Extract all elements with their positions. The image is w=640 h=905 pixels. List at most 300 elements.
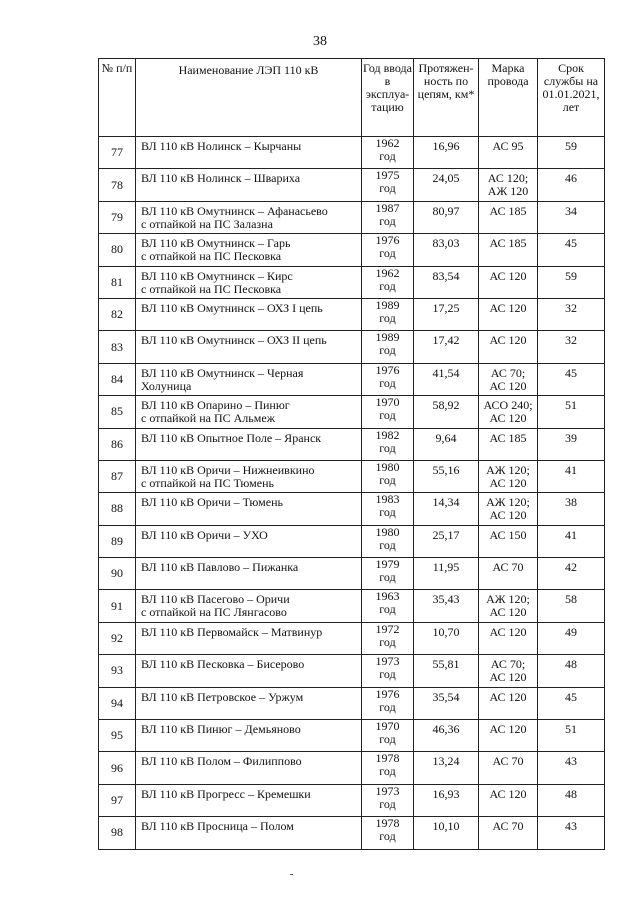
row-number-text: 98 bbox=[111, 825, 123, 840]
commission-year-text: 1982 год bbox=[375, 427, 400, 455]
wire-grade bbox=[479, 137, 538, 169]
service-life-text: 51 bbox=[565, 398, 577, 413]
wire-grade-text: АЖ 120; bbox=[486, 592, 530, 607]
service-life-text: 49 bbox=[565, 624, 577, 639]
row-number bbox=[99, 331, 136, 363]
line-name-text: ВЛ 110 кВ Оричи – Нижнеивкино bbox=[141, 462, 315, 477]
line-name-text: ВЛ 110 кВ Первомайск – Матвинур bbox=[141, 624, 323, 639]
header-wire: Марка провода bbox=[479, 59, 538, 137]
row-number bbox=[99, 460, 136, 492]
service-life-text: 45 bbox=[565, 365, 577, 380]
line-length bbox=[414, 622, 479, 654]
service-life-text: 43 bbox=[565, 819, 577, 834]
line-name bbox=[136, 817, 362, 849]
row-number-text: 83 bbox=[111, 339, 123, 354]
row-number bbox=[99, 817, 136, 849]
line-name bbox=[136, 784, 362, 816]
line-name-line2: Холуница bbox=[141, 378, 192, 393]
line-length bbox=[414, 590, 479, 622]
line-name-text: ВЛ 110 кВ Опарино – Пинюг bbox=[141, 398, 290, 413]
line-length bbox=[414, 817, 479, 849]
wire-grade-text: АС 185 bbox=[489, 430, 527, 445]
line-length bbox=[414, 558, 479, 590]
table-row bbox=[99, 525, 605, 557]
line-name bbox=[136, 169, 362, 201]
commission-year-text: 1970 год bbox=[375, 395, 400, 423]
commission-year bbox=[362, 428, 414, 460]
wire-grade bbox=[479, 720, 538, 752]
line-name bbox=[136, 460, 362, 492]
wire-grade-text: АС 150 bbox=[489, 527, 527, 542]
wire-grade-text: АС 120 bbox=[489, 268, 527, 283]
commission-year bbox=[362, 622, 414, 654]
row-number-text: 96 bbox=[111, 760, 123, 775]
line-length-text: 11,95 bbox=[432, 560, 460, 575]
line-name-line2: с отпайкой на ПС Тюмень bbox=[141, 475, 274, 490]
row-number-text: 77 bbox=[111, 145, 123, 160]
table-row bbox=[99, 266, 605, 298]
wire-grade bbox=[479, 687, 538, 719]
header-service: Срок службы на 01.01.2021, лет bbox=[538, 59, 605, 137]
row-number-text: 85 bbox=[111, 404, 123, 419]
service-life-text: 48 bbox=[565, 657, 577, 672]
line-name-text: ВЛ 110 кВ Полом – Филиппово bbox=[141, 754, 302, 769]
commission-year-text: 1972 год bbox=[375, 621, 400, 649]
row-number bbox=[99, 525, 136, 557]
line-length bbox=[414, 428, 479, 460]
line-length bbox=[414, 687, 479, 719]
service-life bbox=[538, 428, 605, 460]
line-name bbox=[136, 331, 362, 363]
commission-year bbox=[362, 298, 414, 330]
table-row bbox=[99, 558, 605, 590]
wire-grade bbox=[479, 655, 538, 687]
table-row bbox=[99, 687, 605, 719]
commission-year-text: 1989 год bbox=[375, 330, 400, 358]
table-row bbox=[99, 622, 605, 654]
table-row bbox=[99, 137, 605, 169]
commission-year-text: 1987 год bbox=[375, 200, 400, 228]
commission-year bbox=[362, 201, 414, 233]
line-name-text: ВЛ 110 кВ Просница – Полом bbox=[141, 819, 294, 834]
line-name bbox=[136, 201, 362, 233]
line-length-text: 9,64 bbox=[435, 430, 457, 445]
service-life bbox=[538, 590, 605, 622]
commission-year-text: 1973 год bbox=[375, 783, 400, 811]
row-number bbox=[99, 137, 136, 169]
wire-grade bbox=[479, 396, 538, 428]
line-name bbox=[136, 363, 362, 395]
service-life-text: 43 bbox=[565, 754, 577, 769]
commission-year-text: 1978 год bbox=[375, 816, 400, 844]
line-name-text: ВЛ 110 кВ Омутнинск – Гарь bbox=[141, 236, 291, 251]
line-name bbox=[136, 493, 362, 525]
wire-grade bbox=[479, 558, 538, 590]
commission-year-text: 1976 год bbox=[375, 233, 400, 261]
line-name bbox=[136, 525, 362, 557]
commission-year-text: 1980 год bbox=[375, 459, 400, 487]
service-life-text: 58 bbox=[565, 592, 577, 607]
line-name-text: ВЛ 110 кВ Омутнинск – Кирс bbox=[141, 268, 293, 283]
row-number bbox=[99, 752, 136, 784]
row-number bbox=[99, 396, 136, 428]
wire-grade-text: АС 70; bbox=[490, 657, 526, 672]
row-number bbox=[99, 298, 136, 330]
line-length-text: 55,16 bbox=[432, 462, 460, 477]
wire-grade-text: АС 120; bbox=[487, 171, 529, 186]
line-name-text: ВЛ 110 кВ Петровское – Уржум bbox=[141, 689, 304, 704]
wire-grade-text: АС 120 bbox=[489, 786, 527, 801]
line-length bbox=[414, 493, 479, 525]
scan-dot bbox=[290, 874, 293, 875]
service-life bbox=[538, 298, 605, 330]
commission-year-text: 1978 год bbox=[375, 751, 400, 779]
wire-grade-text: АС 70; bbox=[490, 365, 526, 380]
commission-year-text: 1975 год bbox=[375, 168, 400, 196]
row-number-text: 92 bbox=[111, 631, 123, 646]
line-name bbox=[136, 622, 362, 654]
page-number: 38 bbox=[313, 34, 327, 49]
line-name-text: ВЛ 110 кВ Оричи – УХО bbox=[141, 527, 268, 542]
line-length bbox=[414, 266, 479, 298]
service-life bbox=[538, 234, 605, 266]
table-row bbox=[99, 331, 605, 363]
wire-grade-text: АС 70 bbox=[492, 560, 524, 575]
service-life bbox=[538, 201, 605, 233]
row-number-text: 80 bbox=[111, 242, 123, 257]
wire-grade-text: АС 185 bbox=[489, 236, 527, 251]
line-length-text: 80,97 bbox=[432, 203, 460, 218]
wire-grade-line2: АС 120 bbox=[489, 605, 527, 620]
table-row bbox=[99, 396, 605, 428]
row-number bbox=[99, 622, 136, 654]
row-number-text: 97 bbox=[111, 793, 123, 807]
wire-grade-text: АС 120 bbox=[489, 722, 527, 737]
commission-year bbox=[362, 655, 414, 687]
line-length bbox=[414, 331, 479, 363]
commission-year bbox=[362, 234, 414, 266]
line-length bbox=[414, 298, 479, 330]
line-length-text: 58,92 bbox=[432, 398, 460, 413]
commission-year bbox=[362, 784, 414, 816]
line-name-text: ВЛ 110 кВ Пасегово – Оричи bbox=[141, 592, 290, 607]
row-number-text: 78 bbox=[111, 177, 123, 192]
service-life-text: 59 bbox=[565, 268, 577, 283]
row-number-text: 82 bbox=[111, 307, 123, 322]
row-number-text: 94 bbox=[111, 695, 123, 710]
row-number-text: 91 bbox=[111, 598, 123, 613]
line-name bbox=[136, 234, 362, 266]
commission-year bbox=[362, 493, 414, 525]
table-body bbox=[99, 137, 605, 850]
commission-year bbox=[362, 687, 414, 719]
table-row bbox=[99, 817, 605, 849]
commission-year-text: 1962 год bbox=[375, 136, 400, 163]
table-row bbox=[99, 493, 605, 525]
service-life-text: 48 bbox=[565, 786, 577, 801]
service-life-text: 32 bbox=[565, 333, 577, 348]
commission-year bbox=[362, 396, 414, 428]
row-number-text: 88 bbox=[111, 501, 123, 516]
row-number-text: 87 bbox=[111, 469, 123, 484]
row-number bbox=[99, 363, 136, 395]
row-number-text: 81 bbox=[111, 274, 123, 289]
row-number bbox=[99, 687, 136, 719]
service-life bbox=[538, 460, 605, 492]
line-name bbox=[136, 558, 362, 590]
wire-grade-text: АС 95 bbox=[492, 139, 524, 153]
line-length bbox=[414, 720, 479, 752]
row-number-text: 84 bbox=[111, 371, 123, 386]
line-name-line2: с отпайкой на ПС Залазна bbox=[141, 216, 273, 231]
wire-grade-text: АС 70 bbox=[492, 754, 524, 769]
commission-year-text: 1973 год bbox=[375, 654, 400, 682]
wire-grade bbox=[479, 590, 538, 622]
commission-year bbox=[362, 137, 414, 169]
wire-grade bbox=[479, 525, 538, 557]
line-name-text: ВЛ 110 кВ Омутнинск – ОХЗ II цепь bbox=[141, 333, 327, 348]
line-length bbox=[414, 169, 479, 201]
wire-grade-text: АС 120 bbox=[489, 333, 527, 348]
line-name-line2: с отпайкой на ПС Альмеж bbox=[141, 411, 275, 426]
commission-year bbox=[362, 817, 414, 849]
row-number bbox=[99, 234, 136, 266]
table-row bbox=[99, 428, 605, 460]
wire-grade bbox=[479, 234, 538, 266]
commission-year-text: 1989 год bbox=[375, 297, 400, 325]
commission-year bbox=[362, 331, 414, 363]
wire-grade-text: АС 185 bbox=[489, 203, 527, 218]
wire-grade-text: АЖ 120; bbox=[486, 495, 530, 510]
service-life-text: 59 bbox=[565, 139, 577, 153]
row-number bbox=[99, 784, 136, 816]
header-num: № п/п bbox=[99, 59, 136, 137]
wire-grade bbox=[479, 266, 538, 298]
wire-grade bbox=[479, 363, 538, 395]
commission-year-text: 1983 год bbox=[375, 492, 400, 520]
line-name-text: ВЛ 110 кВ Омутнинск – Афанасьево bbox=[141, 203, 328, 218]
header-length: Протяжен-ность по цепям, км* bbox=[414, 59, 479, 137]
wire-grade bbox=[479, 331, 538, 363]
service-life bbox=[538, 622, 605, 654]
line-length-text: 24,05 bbox=[432, 171, 460, 186]
wire-grade-line2: АС 120 bbox=[489, 670, 527, 685]
service-life-text: 39 bbox=[565, 430, 577, 445]
wire-grade-text: АСО 240; bbox=[483, 398, 533, 413]
commission-year bbox=[362, 525, 414, 557]
commission-year bbox=[362, 169, 414, 201]
row-number bbox=[99, 169, 136, 201]
line-name-text: ВЛ 110 кВ Опытное Поле – Яранск bbox=[141, 430, 322, 445]
wire-grade bbox=[479, 784, 538, 816]
row-number-text: 79 bbox=[111, 209, 123, 224]
line-length-text: 16,96 bbox=[432, 139, 460, 153]
row-number bbox=[99, 558, 136, 590]
line-length-text: 13,24 bbox=[432, 754, 460, 769]
service-life bbox=[538, 169, 605, 201]
wire-grade bbox=[479, 752, 538, 784]
wire-grade-line2: АС 120 bbox=[489, 411, 527, 426]
service-life bbox=[538, 752, 605, 784]
service-life bbox=[538, 363, 605, 395]
line-name-text: ВЛ 110 кВ Прогресс – Кремешки bbox=[141, 786, 311, 801]
line-name-text: ВЛ 110 кВ Оричи – Тюмень bbox=[141, 495, 283, 510]
line-name bbox=[136, 687, 362, 719]
service-life bbox=[538, 137, 605, 169]
row-number-text: 90 bbox=[111, 566, 123, 581]
line-length-text: 41,54 bbox=[432, 365, 460, 380]
row-number-text: 95 bbox=[111, 728, 123, 743]
table-row bbox=[99, 655, 605, 687]
service-life bbox=[538, 525, 605, 557]
wire-grade bbox=[479, 460, 538, 492]
table-row bbox=[99, 720, 605, 752]
table-row bbox=[99, 460, 605, 492]
commission-year bbox=[362, 590, 414, 622]
line-length-text: 17,42 bbox=[432, 333, 460, 348]
row-number-text: 89 bbox=[111, 533, 123, 548]
header-year: Год ввода в эксплуа-тацию bbox=[362, 59, 414, 137]
commission-year-text: 1979 год bbox=[375, 557, 400, 585]
wire-grade-line2: АС 120 bbox=[489, 508, 527, 523]
service-life-text: 38 bbox=[565, 495, 577, 510]
line-length-text: 35,43 bbox=[432, 592, 460, 607]
line-name-text: ВЛ 110 кВ Нолинск – Швариха bbox=[141, 171, 301, 186]
table-row bbox=[99, 363, 605, 395]
line-length-text: 17,25 bbox=[432, 300, 460, 315]
commission-year-text: 1970 год bbox=[375, 719, 400, 747]
service-life-text: 34 bbox=[565, 203, 577, 218]
table-row bbox=[99, 169, 605, 201]
line-length bbox=[414, 396, 479, 428]
wire-grade-text: АС 70 bbox=[492, 819, 524, 834]
line-name bbox=[136, 752, 362, 784]
table-row bbox=[99, 590, 605, 622]
line-name bbox=[136, 298, 362, 330]
service-life bbox=[538, 266, 605, 298]
wire-grade-text: АС 120 bbox=[489, 300, 527, 315]
line-length-text: 10,10 bbox=[432, 819, 460, 834]
table-row bbox=[99, 298, 605, 330]
commission-year bbox=[362, 752, 414, 784]
table-row bbox=[99, 752, 605, 784]
wire-grade bbox=[479, 817, 538, 849]
commission-year bbox=[362, 363, 414, 395]
commission-year-text: 1963 год bbox=[375, 589, 400, 617]
wire-grade-line2: АС 120 bbox=[489, 475, 527, 490]
service-life-text: 46 bbox=[565, 171, 577, 186]
table-header-row bbox=[99, 59, 605, 137]
row-number bbox=[99, 493, 136, 525]
service-life bbox=[538, 784, 605, 816]
line-name bbox=[136, 428, 362, 460]
line-name-text: ВЛ 110 кВ Нолинск – Кырчаны bbox=[141, 139, 302, 153]
line-length-text: 14,34 bbox=[432, 495, 460, 510]
line-name-line2: с отпайкой на ПС Песковка bbox=[141, 249, 282, 264]
line-length bbox=[414, 137, 479, 169]
wire-grade bbox=[479, 493, 538, 525]
wire-grade bbox=[479, 169, 538, 201]
service-life-text: 42 bbox=[565, 560, 577, 575]
line-name bbox=[136, 590, 362, 622]
line-length-text: 55,81 bbox=[432, 657, 460, 672]
table-row bbox=[99, 784, 605, 816]
line-length bbox=[414, 525, 479, 557]
service-life bbox=[538, 396, 605, 428]
wire-grade bbox=[479, 428, 538, 460]
line-length-text: 10,70 bbox=[432, 624, 460, 639]
line-length bbox=[414, 784, 479, 816]
row-number bbox=[99, 655, 136, 687]
row-number-text: 86 bbox=[111, 436, 123, 451]
table-row bbox=[99, 234, 605, 266]
line-name bbox=[136, 266, 362, 298]
service-life-text: 45 bbox=[565, 689, 577, 704]
commission-year bbox=[362, 558, 414, 590]
line-length bbox=[414, 655, 479, 687]
line-length bbox=[414, 460, 479, 492]
wire-grade bbox=[479, 622, 538, 654]
row-number-text: 93 bbox=[111, 663, 123, 678]
service-life-text: 51 bbox=[565, 722, 577, 737]
wire-grade bbox=[479, 201, 538, 233]
service-life-text: 41 bbox=[565, 527, 577, 542]
line-name-text: ВЛ 110 кВ Омутнинск – Черная bbox=[141, 365, 304, 380]
service-life bbox=[538, 493, 605, 525]
line-name-text: ВЛ 110 кВ Пинюг – Демьяново bbox=[141, 722, 301, 737]
line-length bbox=[414, 201, 479, 233]
line-length bbox=[414, 752, 479, 784]
commission-year-text: 1962 год bbox=[375, 265, 400, 293]
line-length-text: 46,36 bbox=[432, 722, 460, 737]
service-life-text: 45 bbox=[565, 236, 577, 251]
row-number bbox=[99, 428, 136, 460]
wire-grade-text: АЖ 120; bbox=[486, 462, 530, 477]
line-length-text: 83,03 bbox=[432, 236, 460, 251]
row-number bbox=[99, 201, 136, 233]
line-length-text: 25,17 bbox=[432, 527, 460, 542]
service-life bbox=[538, 331, 605, 363]
service-life bbox=[538, 558, 605, 590]
service-life bbox=[538, 817, 605, 849]
line-length bbox=[414, 234, 479, 266]
line-name-line2: с отпайкой на ПС Лянгасово bbox=[141, 605, 287, 620]
line-length-text: 35,54 bbox=[432, 689, 460, 704]
commission-year bbox=[362, 720, 414, 752]
service-life bbox=[538, 655, 605, 687]
wire-grade-line2: АЖ 120 bbox=[487, 184, 529, 199]
line-name bbox=[136, 137, 362, 169]
line-length bbox=[414, 363, 479, 395]
service-life bbox=[538, 720, 605, 752]
service-life-text: 32 bbox=[565, 300, 577, 315]
row-number bbox=[99, 590, 136, 622]
row-number bbox=[99, 720, 136, 752]
service-life-text: 41 bbox=[565, 462, 577, 477]
table-row bbox=[99, 201, 605, 233]
line-length-text: 83,54 bbox=[432, 268, 460, 283]
line-name bbox=[136, 655, 362, 687]
line-length-text: 16,93 bbox=[432, 786, 460, 801]
power-lines-table bbox=[98, 58, 605, 850]
line-name-text: ВЛ 110 кВ Омутнинск – ОХЗ I цепь bbox=[141, 300, 323, 315]
wire-grade bbox=[479, 298, 538, 330]
service-life bbox=[538, 687, 605, 719]
commission-year-text: 1980 год bbox=[375, 524, 400, 552]
line-name-line2: с отпайкой на ПС Песковка bbox=[141, 281, 282, 296]
line-name-text: ВЛ 110 кВ Песковка – Бисерово bbox=[141, 657, 305, 672]
wire-grade-line2: АС 120 bbox=[489, 378, 527, 393]
